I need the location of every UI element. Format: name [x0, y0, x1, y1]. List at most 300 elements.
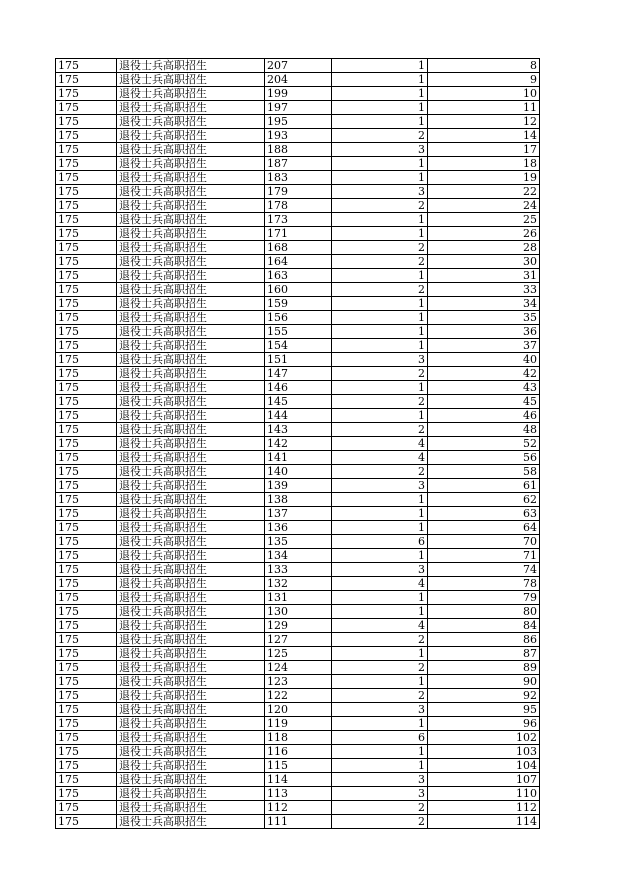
table-row [56, 129, 540, 143]
category-cell: 退役士兵高职招生 [117, 563, 265, 577]
code-cell: 175 [56, 339, 117, 353]
score-cell: 178 [265, 199, 332, 213]
code-cell: 175 [56, 493, 117, 507]
score-cell: 143 [265, 423, 332, 437]
table-row [56, 507, 540, 521]
table-row [56, 563, 540, 577]
table-row [56, 745, 540, 759]
category-cell: 退役士兵高职招生 [117, 633, 265, 647]
count-cell: 4 [332, 577, 428, 591]
table-row [56, 773, 540, 787]
cumulative-cell: 36 [428, 325, 540, 339]
cumulative-cell: 8 [428, 59, 540, 73]
score-cell: 125 [265, 647, 332, 661]
code-cell: 175 [56, 311, 117, 325]
category-cell: 退役士兵高职招生 [117, 185, 265, 199]
score-cell: 187 [265, 157, 332, 171]
score-cell: 144 [265, 409, 332, 423]
table-row [56, 199, 540, 213]
cumulative-cell: 33 [428, 283, 540, 297]
category-cell: 退役士兵高职招生 [117, 73, 265, 87]
category-cell: 退役士兵高职招生 [117, 535, 265, 549]
cumulative-cell: 86 [428, 633, 540, 647]
count-cell: 3 [332, 143, 428, 157]
cumulative-cell: 26 [428, 227, 540, 241]
cumulative-cell: 90 [428, 675, 540, 689]
category-cell: 退役士兵高职招生 [117, 619, 265, 633]
count-cell: 1 [332, 591, 428, 605]
score-cell: 146 [265, 381, 332, 395]
count-cell: 1 [332, 115, 428, 129]
code-cell: 175 [56, 773, 117, 787]
code-cell: 175 [56, 381, 117, 395]
code-cell: 175 [56, 283, 117, 297]
count-cell: 1 [332, 87, 428, 101]
count-cell: 2 [332, 661, 428, 675]
score-cell: 119 [265, 717, 332, 731]
score-cell: 179 [265, 185, 332, 199]
count-cell: 2 [332, 367, 428, 381]
table-row [56, 283, 540, 297]
count-cell: 3 [332, 185, 428, 199]
count-cell: 1 [332, 213, 428, 227]
category-cell: 退役士兵高职招生 [117, 423, 265, 437]
category-cell: 退役士兵高职招生 [117, 87, 265, 101]
category-cell: 退役士兵高职招生 [117, 703, 265, 717]
code-cell: 175 [56, 157, 117, 171]
code-cell: 175 [56, 815, 117, 829]
code-cell: 175 [56, 787, 117, 801]
score-cell: 111 [265, 815, 332, 829]
table-row [56, 255, 540, 269]
count-cell: 1 [332, 59, 428, 73]
code-cell: 175 [56, 577, 117, 591]
cumulative-cell: 56 [428, 451, 540, 465]
category-cell: 退役士兵高职招生 [117, 367, 265, 381]
score-cell: 123 [265, 675, 332, 689]
count-cell: 1 [332, 311, 428, 325]
count-cell: 1 [332, 269, 428, 283]
code-cell: 175 [56, 241, 117, 255]
score-cell: 139 [265, 479, 332, 493]
code-cell: 175 [56, 325, 117, 339]
category-cell: 退役士兵高职招生 [117, 269, 265, 283]
category-cell: 退役士兵高职招生 [117, 353, 265, 367]
table-row [56, 59, 540, 73]
score-cell: 132 [265, 577, 332, 591]
table-row [56, 731, 540, 745]
category-cell: 退役士兵高职招生 [117, 157, 265, 171]
score-cell: 122 [265, 689, 332, 703]
score-distribution-table [55, 58, 540, 829]
count-cell: 3 [332, 563, 428, 577]
code-cell: 175 [56, 213, 117, 227]
cumulative-cell: 25 [428, 213, 540, 227]
score-cell: 141 [265, 451, 332, 465]
table-row [56, 619, 540, 633]
category-cell: 退役士兵高职招生 [117, 801, 265, 815]
category-cell: 退役士兵高职招生 [117, 759, 265, 773]
cumulative-cell: 28 [428, 241, 540, 255]
category-cell: 退役士兵高职招生 [117, 255, 265, 269]
cumulative-cell: 74 [428, 563, 540, 577]
score-cell: 135 [265, 535, 332, 549]
score-cell: 138 [265, 493, 332, 507]
code-cell: 175 [56, 801, 117, 815]
code-cell: 175 [56, 521, 117, 535]
table-row [56, 395, 540, 409]
count-cell: 1 [332, 493, 428, 507]
category-cell: 退役士兵高职招生 [117, 549, 265, 563]
score-cell: 137 [265, 507, 332, 521]
cumulative-cell: 46 [428, 409, 540, 423]
category-cell: 退役士兵高职招生 [117, 129, 265, 143]
table-row [56, 297, 540, 311]
category-cell: 退役士兵高职招生 [117, 395, 265, 409]
cumulative-cell: 43 [428, 381, 540, 395]
score-cell: 160 [265, 283, 332, 297]
table-row [56, 815, 540, 829]
table-row [56, 801, 540, 815]
code-cell: 175 [56, 465, 117, 479]
table-row [56, 633, 540, 647]
count-cell: 1 [332, 73, 428, 87]
table-row [56, 367, 540, 381]
category-cell: 退役士兵高职招生 [117, 325, 265, 339]
table-row [56, 213, 540, 227]
count-cell: 1 [332, 381, 428, 395]
category-cell: 退役士兵高职招生 [117, 815, 265, 829]
score-cell: 151 [265, 353, 332, 367]
count-cell: 3 [332, 773, 428, 787]
category-cell: 退役士兵高职招生 [117, 381, 265, 395]
cumulative-cell: 96 [428, 717, 540, 731]
table-row [56, 465, 540, 479]
code-cell: 175 [56, 675, 117, 689]
category-cell: 退役士兵高职招生 [117, 493, 265, 507]
score-cell: 168 [265, 241, 332, 255]
cumulative-cell: 40 [428, 353, 540, 367]
cumulative-cell: 110 [428, 787, 540, 801]
count-cell: 1 [332, 101, 428, 115]
cumulative-cell: 35 [428, 311, 540, 325]
category-cell: 退役士兵高职招生 [117, 465, 265, 479]
category-cell: 退役士兵高职招生 [117, 115, 265, 129]
category-cell: 退役士兵高职招生 [117, 605, 265, 619]
count-cell: 4 [332, 619, 428, 633]
category-cell: 退役士兵高职招生 [117, 647, 265, 661]
code-cell: 175 [56, 297, 117, 311]
cumulative-cell: 107 [428, 773, 540, 787]
score-cell: 193 [265, 129, 332, 143]
score-cell: 173 [265, 213, 332, 227]
category-cell: 退役士兵高职招生 [117, 731, 265, 745]
count-cell: 2 [332, 689, 428, 703]
cumulative-cell: 10 [428, 87, 540, 101]
cumulative-cell: 30 [428, 255, 540, 269]
code-cell: 175 [56, 143, 117, 157]
count-cell: 2 [332, 465, 428, 479]
category-cell: 退役士兵高职招生 [117, 521, 265, 535]
score-cell: 115 [265, 759, 332, 773]
count-cell: 1 [332, 675, 428, 689]
table-row [56, 759, 540, 773]
cumulative-cell: 95 [428, 703, 540, 717]
code-cell: 175 [56, 507, 117, 521]
cumulative-cell: 18 [428, 157, 540, 171]
category-cell: 退役士兵高职招生 [117, 675, 265, 689]
code-cell: 175 [56, 605, 117, 619]
table-row [56, 451, 540, 465]
table-row [56, 493, 540, 507]
cumulative-cell: 80 [428, 605, 540, 619]
category-cell: 退役士兵高职招生 [117, 283, 265, 297]
cumulative-cell: 58 [428, 465, 540, 479]
table-row [56, 325, 540, 339]
category-cell: 退役士兵高职招生 [117, 409, 265, 423]
table-row [56, 381, 540, 395]
category-cell: 退役士兵高职招生 [117, 591, 265, 605]
table-row [56, 787, 540, 801]
score-cell: 145 [265, 395, 332, 409]
category-cell: 退役士兵高职招生 [117, 101, 265, 115]
table-row [56, 311, 540, 325]
category-cell: 退役士兵高职招生 [117, 689, 265, 703]
cumulative-cell: 114 [428, 815, 540, 829]
category-cell: 退役士兵高职招生 [117, 661, 265, 675]
score-cell: 195 [265, 115, 332, 129]
count-cell: 1 [332, 157, 428, 171]
cumulative-cell: 48 [428, 423, 540, 437]
table-row [56, 143, 540, 157]
code-cell: 175 [56, 101, 117, 115]
code-cell: 175 [56, 549, 117, 563]
cumulative-cell: 22 [428, 185, 540, 199]
count-cell: 1 [332, 409, 428, 423]
code-cell: 175 [56, 227, 117, 241]
category-cell: 退役士兵高职招生 [117, 479, 265, 493]
category-cell: 退役士兵高职招生 [117, 171, 265, 185]
category-cell: 退役士兵高职招生 [117, 143, 265, 157]
score-cell: 164 [265, 255, 332, 269]
code-cell: 175 [56, 353, 117, 367]
count-cell: 1 [332, 171, 428, 185]
code-cell: 175 [56, 535, 117, 549]
score-cell: 155 [265, 325, 332, 339]
cumulative-cell: 61 [428, 479, 540, 493]
count-cell: 6 [332, 731, 428, 745]
score-cell: 154 [265, 339, 332, 353]
category-cell: 退役士兵高职招生 [117, 717, 265, 731]
score-cell: 134 [265, 549, 332, 563]
cumulative-cell: 45 [428, 395, 540, 409]
table-row [56, 605, 540, 619]
code-cell: 175 [56, 563, 117, 577]
code-cell: 175 [56, 409, 117, 423]
category-cell: 退役士兵高职招生 [117, 787, 265, 801]
count-cell: 1 [332, 759, 428, 773]
table-row [56, 717, 540, 731]
count-cell: 2 [332, 395, 428, 409]
code-cell: 175 [56, 745, 117, 759]
code-cell: 175 [56, 73, 117, 87]
table-row [56, 661, 540, 675]
category-cell: 退役士兵高职招生 [117, 773, 265, 787]
code-cell: 175 [56, 185, 117, 199]
score-cell: 127 [265, 633, 332, 647]
table-row [56, 703, 540, 717]
code-cell: 175 [56, 633, 117, 647]
count-cell: 3 [332, 703, 428, 717]
table-row [56, 227, 540, 241]
table-row [56, 157, 540, 171]
score-cell: 129 [265, 619, 332, 633]
code-cell: 175 [56, 661, 117, 675]
score-cell: 120 [265, 703, 332, 717]
code-cell: 175 [56, 591, 117, 605]
cumulative-cell: 92 [428, 689, 540, 703]
count-cell: 1 [332, 339, 428, 353]
score-cell: 113 [265, 787, 332, 801]
table-row [56, 339, 540, 353]
table-row [56, 269, 540, 283]
cumulative-cell: 31 [428, 269, 540, 283]
cumulative-cell: 64 [428, 521, 540, 535]
score-cell: 116 [265, 745, 332, 759]
cumulative-cell: 24 [428, 199, 540, 213]
category-cell: 退役士兵高职招生 [117, 59, 265, 73]
table-row [56, 535, 540, 549]
count-cell: 3 [332, 353, 428, 367]
table-body [56, 59, 540, 829]
code-cell: 175 [56, 759, 117, 773]
table-row [56, 87, 540, 101]
count-cell: 1 [332, 745, 428, 759]
table-row [56, 423, 540, 437]
score-cell: 197 [265, 101, 332, 115]
score-cell: 118 [265, 731, 332, 745]
count-cell: 1 [332, 647, 428, 661]
score-cell: 156 [265, 311, 332, 325]
cumulative-cell: 34 [428, 297, 540, 311]
table-row [56, 101, 540, 115]
count-cell: 4 [332, 437, 428, 451]
count-cell: 2 [332, 423, 428, 437]
code-cell: 175 [56, 437, 117, 451]
table-row [56, 437, 540, 451]
cumulative-cell: 9 [428, 73, 540, 87]
count-cell: 1 [332, 717, 428, 731]
table-row [56, 689, 540, 703]
category-cell: 退役士兵高职招生 [117, 213, 265, 227]
table-row [56, 647, 540, 661]
score-cell: 136 [265, 521, 332, 535]
code-cell: 175 [56, 171, 117, 185]
cumulative-cell: 52 [428, 437, 540, 451]
cumulative-cell: 19 [428, 171, 540, 185]
code-cell: 175 [56, 199, 117, 213]
code-cell: 175 [56, 255, 117, 269]
count-cell: 1 [332, 227, 428, 241]
cumulative-cell: 62 [428, 493, 540, 507]
cumulative-cell: 89 [428, 661, 540, 675]
table-row [56, 521, 540, 535]
category-cell: 退役士兵高职招生 [117, 577, 265, 591]
cumulative-cell: 12 [428, 115, 540, 129]
code-cell: 175 [56, 395, 117, 409]
cumulative-cell: 11 [428, 101, 540, 115]
count-cell: 3 [332, 787, 428, 801]
count-cell: 2 [332, 801, 428, 815]
table-row [56, 73, 540, 87]
score-cell: 199 [265, 87, 332, 101]
count-cell: 2 [332, 241, 428, 255]
code-cell: 175 [56, 451, 117, 465]
cumulative-cell: 104 [428, 759, 540, 773]
code-cell: 175 [56, 689, 117, 703]
score-cell: 171 [265, 227, 332, 241]
score-cell: 112 [265, 801, 332, 815]
table-row [56, 115, 540, 129]
count-cell: 1 [332, 521, 428, 535]
code-cell: 175 [56, 703, 117, 717]
category-cell: 退役士兵高职招生 [117, 339, 265, 353]
cumulative-cell: 42 [428, 367, 540, 381]
code-cell: 175 [56, 115, 117, 129]
cumulative-cell: 63 [428, 507, 540, 521]
score-cell: 188 [265, 143, 332, 157]
count-cell: 1 [332, 605, 428, 619]
cumulative-cell: 78 [428, 577, 540, 591]
score-cell: 147 [265, 367, 332, 381]
cumulative-cell: 79 [428, 591, 540, 605]
category-cell: 退役士兵高职招生 [117, 227, 265, 241]
score-cell: 133 [265, 563, 332, 577]
table-row [56, 241, 540, 255]
category-cell: 退役士兵高职招生 [117, 451, 265, 465]
category-cell: 退役士兵高职招生 [117, 437, 265, 451]
table-row [56, 549, 540, 563]
count-cell: 3 [332, 479, 428, 493]
category-cell: 退役士兵高职招生 [117, 507, 265, 521]
code-cell: 175 [56, 87, 117, 101]
table-row [56, 409, 540, 423]
score-cell: 140 [265, 465, 332, 479]
score-cell: 207 [265, 59, 332, 73]
table-row [56, 353, 540, 367]
cumulative-cell: 70 [428, 535, 540, 549]
cumulative-cell: 102 [428, 731, 540, 745]
code-cell: 175 [56, 423, 117, 437]
code-cell: 175 [56, 129, 117, 143]
cumulative-cell: 14 [428, 129, 540, 143]
code-cell: 175 [56, 619, 117, 633]
cumulative-cell: 103 [428, 745, 540, 759]
score-cell: 183 [265, 171, 332, 185]
score-cell: 124 [265, 661, 332, 675]
code-cell: 175 [56, 731, 117, 745]
count-cell: 6 [332, 535, 428, 549]
count-cell: 2 [332, 199, 428, 213]
count-cell: 1 [332, 507, 428, 521]
table-row [56, 171, 540, 185]
cumulative-cell: 17 [428, 143, 540, 157]
category-cell: 退役士兵高职招生 [117, 241, 265, 255]
score-cell: 163 [265, 269, 332, 283]
cumulative-cell: 84 [428, 619, 540, 633]
code-cell: 175 [56, 59, 117, 73]
count-cell: 1 [332, 549, 428, 563]
